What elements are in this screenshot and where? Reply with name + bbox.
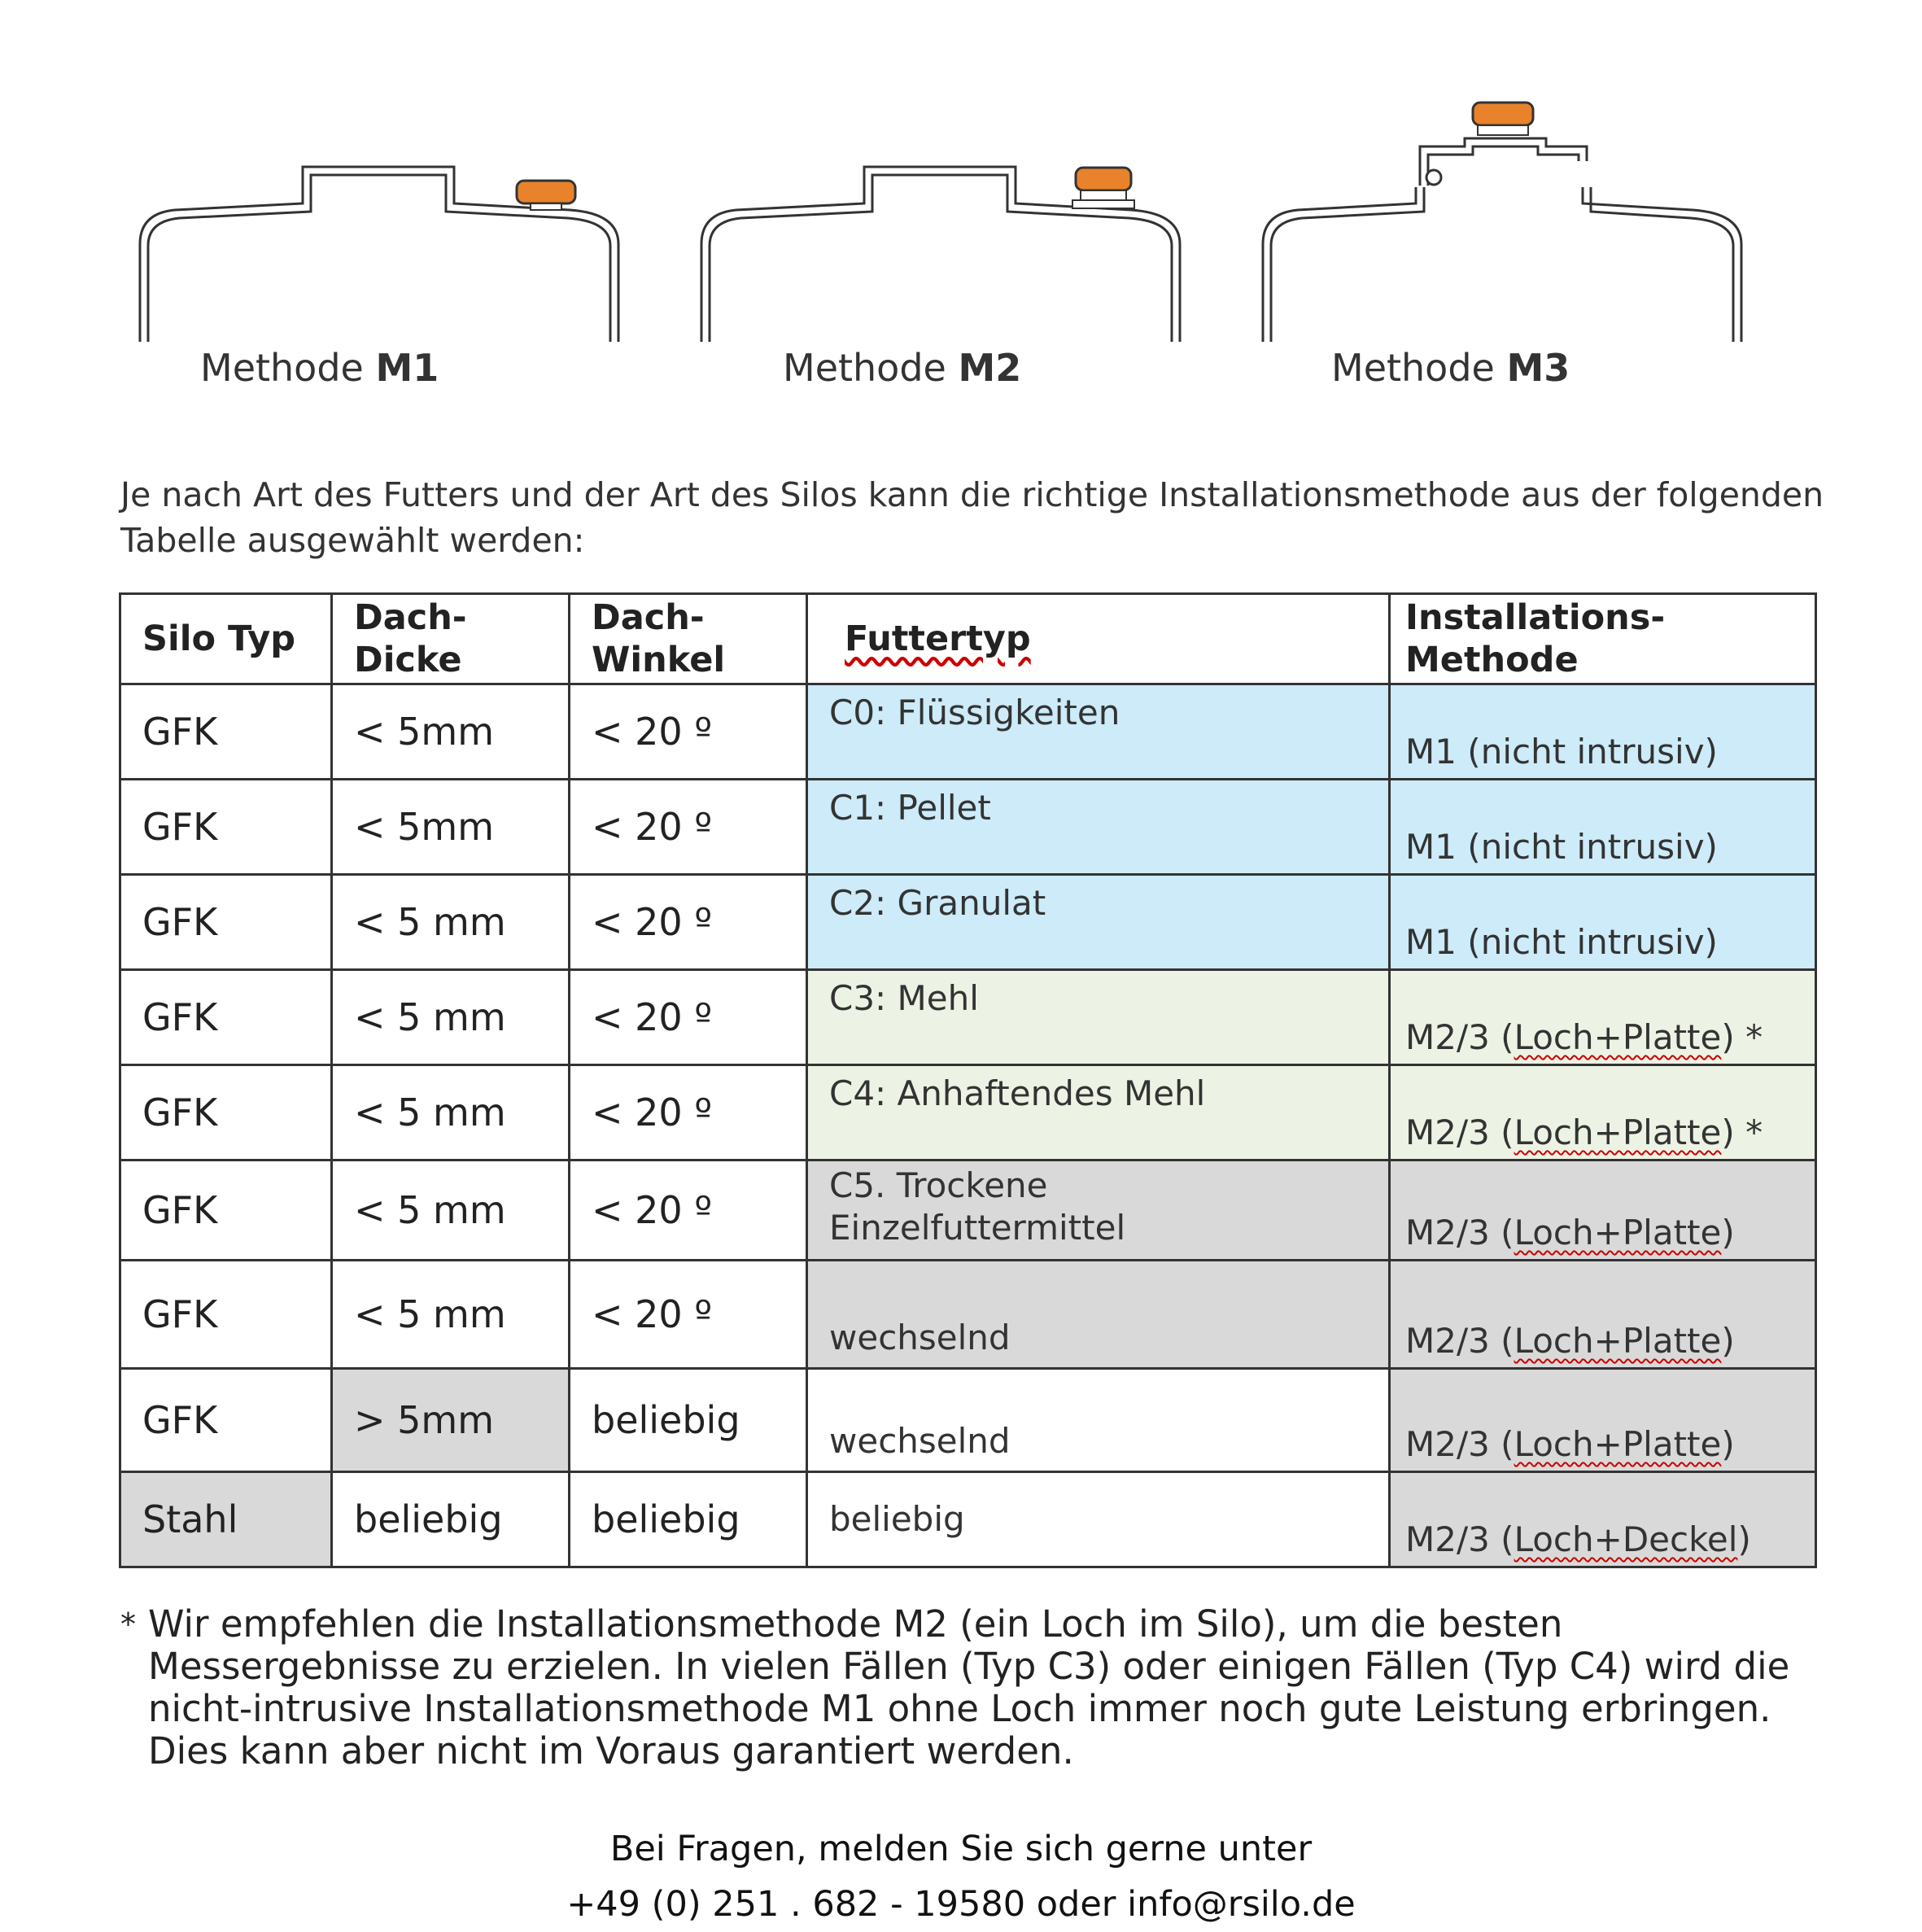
cell-dicke: > 5mm xyxy=(332,1369,570,1472)
cell-silo: Stahl xyxy=(120,1472,332,1567)
footnote-text: Wir empfehlen die Installationsmethode M2 (ein Loch im Silo), um die besten Messergebnisse zu erzielen. In vielen Fällen (Typ C3) oder einigen Fällen (Typ C4) wird die nicht-intrusive Installationsmethode M1 ohne Loch immer noch gute Leistung erbringen. Dies kann aber nicht im Voraus garantiert werden. xyxy=(148,1602,1790,1772)
sensor-m1 xyxy=(517,181,575,210)
cell-feed: C4: Anhaftendes Mehl xyxy=(807,1065,1390,1161)
cell-feed: beliebig xyxy=(807,1472,1390,1567)
cell-method: M2/3 (Loch+Platte) * xyxy=(1390,1065,1816,1161)
intro-paragraph: Je nach Art des Futters und der Art des Silos kann die richtige Installationsmethode aus der folgenden Tabelle ausgewählt werden: xyxy=(120,475,1824,560)
header-silo-typ: Silo Typ xyxy=(120,594,332,684)
cell-feed: C3: Mehl xyxy=(807,970,1390,1065)
cell-method: M2/3 (Loch+Platte) * xyxy=(1390,970,1816,1065)
cell-method: M1 (nicht intrusiv) xyxy=(1390,875,1816,970)
cell-dicke: < 5 mm xyxy=(332,875,570,970)
cell-dicke: < 5 mm xyxy=(332,1065,570,1161)
cell-silo: GFK xyxy=(120,1369,332,1472)
cell-feed: C0: Flüssigkeiten xyxy=(807,684,1390,780)
sensor-m3 xyxy=(1473,103,1533,135)
footnote-star: * xyxy=(120,1606,136,1642)
cell-winkel: < 20 º xyxy=(570,780,807,875)
cell-dicke: < 5 mm xyxy=(332,1261,570,1369)
contact-info xyxy=(0,1821,1922,1932)
header-installation-methode: Installations- Methode xyxy=(1390,594,1816,684)
header-dach-dicke: Dach- Dicke xyxy=(332,594,570,684)
cell-silo: GFK xyxy=(120,875,332,970)
cell-feed: C5. Trockene Einzelfuttermittel xyxy=(807,1161,1390,1261)
cell-dicke: beliebig xyxy=(332,1472,570,1567)
cell-feed: wechselnd xyxy=(807,1261,1390,1369)
header-futtertyp: Futtertyp xyxy=(807,594,1390,684)
cell-silo: GFK xyxy=(120,684,332,780)
cell-method: M1 (nicht intrusiv) xyxy=(1390,780,1816,875)
cell-method: M1 (nicht intrusiv) xyxy=(1390,684,1816,780)
cell-silo: GFK xyxy=(120,780,332,875)
contact-line-2: +49 (0) 251 . 682 - 19580 oder info@rsilo.de xyxy=(566,1884,1356,1925)
cell-silo: GFK xyxy=(120,970,332,1065)
cell-winkel: < 20 º xyxy=(570,1065,807,1161)
cell-method: M2/3 (Loch+Platte) xyxy=(1390,1369,1816,1472)
cell-feed: C2: Granulat xyxy=(807,875,1390,970)
table-row xyxy=(120,780,1816,875)
cell-dicke: < 5 mm xyxy=(332,970,570,1065)
table-header-row xyxy=(120,594,1816,684)
cell-dicke: < 5mm xyxy=(332,780,570,875)
cell-winkel: < 20 º xyxy=(570,684,807,780)
table-row xyxy=(120,1161,1816,1261)
cell-winkel: beliebig xyxy=(570,1369,807,1472)
cell-winkel: < 20 º xyxy=(570,1161,807,1261)
installation-method-table xyxy=(119,592,1817,1568)
cell-silo: GFK xyxy=(120,1161,332,1261)
table-row xyxy=(120,1261,1816,1369)
table-row xyxy=(120,875,1816,970)
table-row xyxy=(120,970,1816,1065)
cell-dicke: < 5mm xyxy=(332,684,570,780)
cell-winkel: beliebig xyxy=(570,1472,807,1567)
cell-silo: GFK xyxy=(120,1261,332,1369)
table-row xyxy=(120,1369,1816,1472)
silo-m3-illustration xyxy=(1263,138,1741,342)
sensor-m2 xyxy=(1072,168,1134,208)
cell-method: M2/3 (Loch+Platte) xyxy=(1390,1261,1816,1369)
table-row xyxy=(120,1065,1816,1161)
table-row xyxy=(120,684,1816,780)
header-dach-winkel: Dach- Winkel xyxy=(570,594,807,684)
cell-method: M2/3 (Loch+Deckel) xyxy=(1390,1472,1816,1567)
cell-winkel: < 20 º xyxy=(570,1261,807,1369)
cell-feed: wechselnd xyxy=(807,1369,1390,1472)
cell-winkel: < 20 º xyxy=(570,970,807,1065)
cell-silo: GFK xyxy=(120,1065,332,1161)
method-m2-label: Methode M2 xyxy=(783,346,1022,390)
footnote xyxy=(120,1603,1829,1772)
cell-feed: C1: Pellet xyxy=(807,780,1390,875)
cell-dicke: < 5 mm xyxy=(332,1161,570,1261)
installation-table-wrapper xyxy=(119,592,1817,1568)
cell-winkel: < 20 º xyxy=(570,875,807,970)
table-row xyxy=(120,1472,1816,1567)
contact-line-1: Bei Fragen, melden Sie sich gerne unter xyxy=(609,1829,1313,1869)
cell-method: M2/3 (Loch+Platte) xyxy=(1390,1161,1816,1261)
method-m1-label: Methode M1 xyxy=(200,346,439,390)
method-m3-label: Methode M3 xyxy=(1331,346,1570,390)
